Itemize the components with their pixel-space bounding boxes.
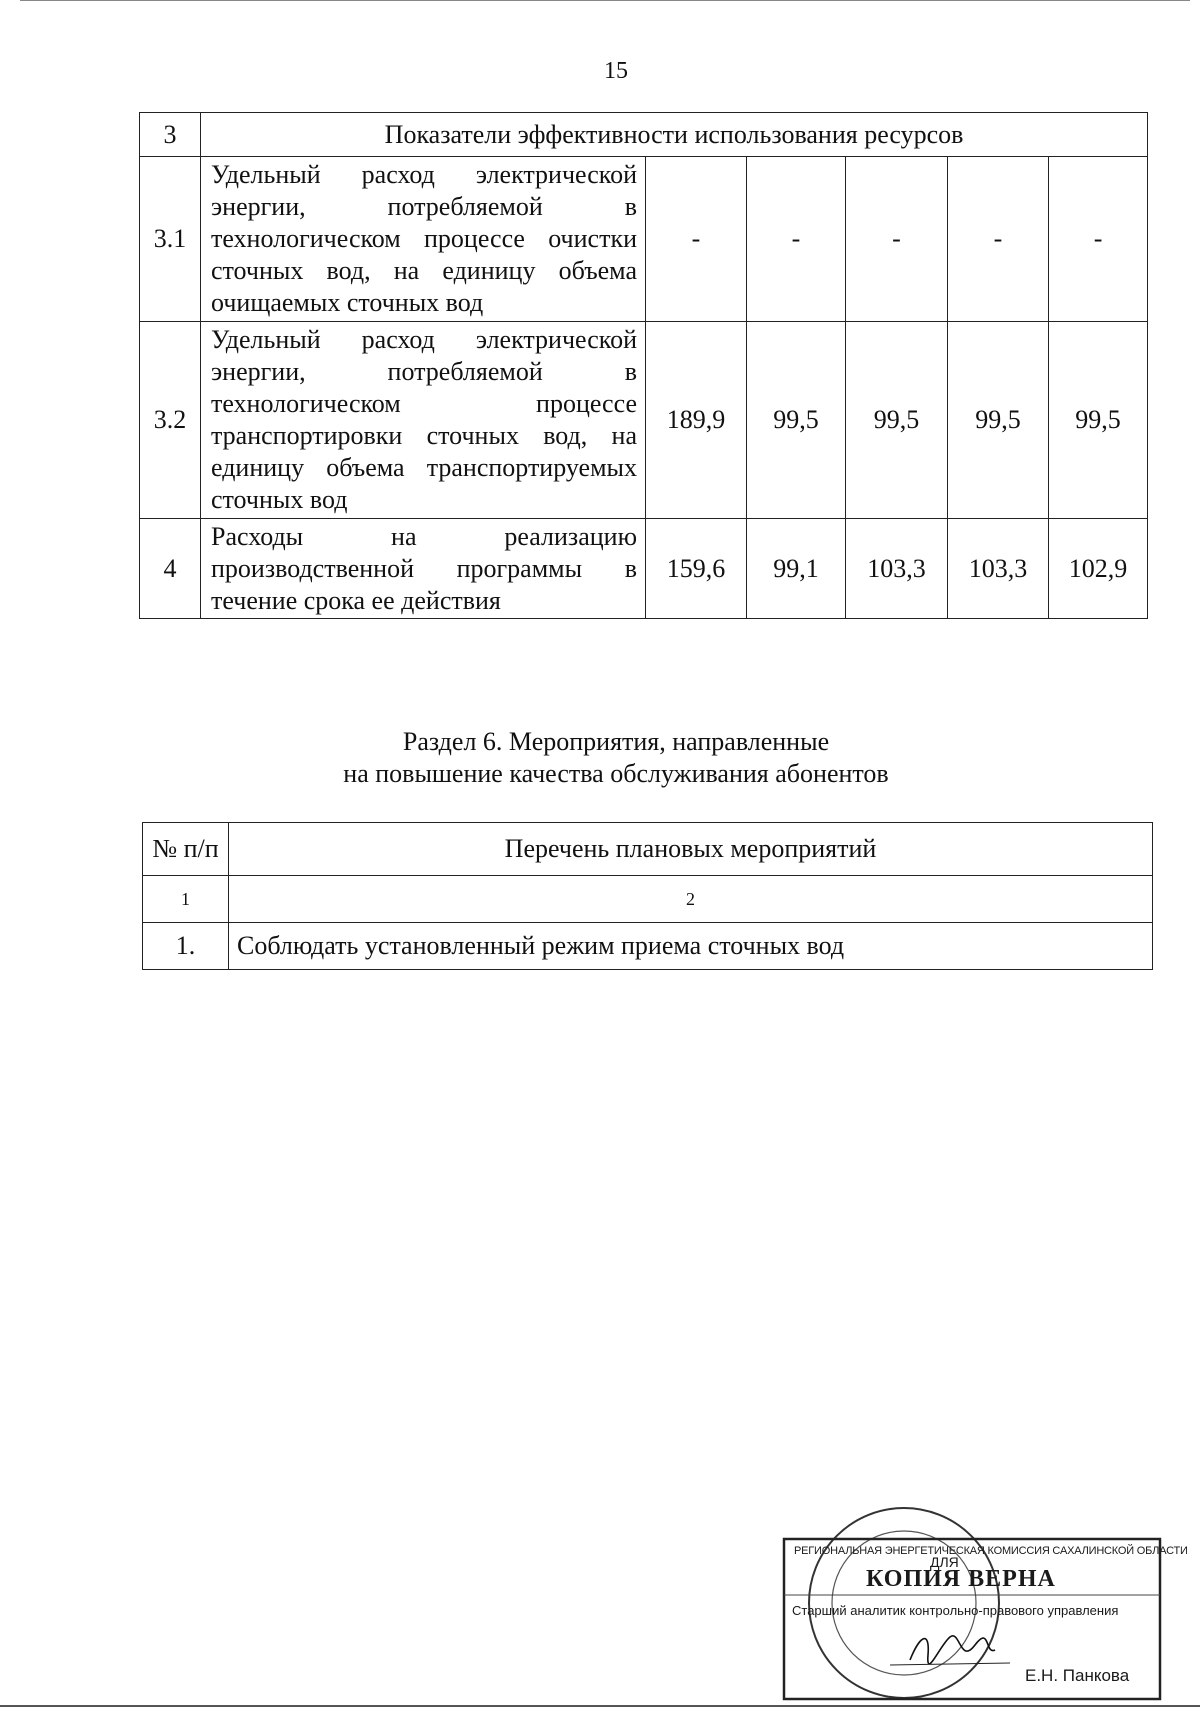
value-cell: 99,5: [1049, 322, 1148, 519]
row-number: 4: [140, 519, 201, 619]
stamp-for: ДЛЯ: [930, 1554, 959, 1570]
row-number: 3.1: [140, 157, 201, 322]
index-col1: 1: [143, 876, 229, 923]
value-cell: -: [846, 157, 948, 322]
stamp-position: Старший аналитик контрольно-правового управления: [792, 1603, 1119, 1618]
value-cell: -: [948, 157, 1049, 322]
section-number: 3: [140, 113, 201, 157]
stamp-organization: РЕГИОНАЛЬНАЯ ЭНЕРГЕТИЧЕСКАЯ КОМИССИЯ САХАЛИНСКОЙ ОБЛАСТИ: [794, 1545, 1188, 1557]
value-cell: 159,6: [646, 519, 747, 619]
section-heading: [0, 726, 1200, 790]
row-number: 3.2: [140, 322, 201, 519]
stamp-name: Е.Н. Панкова: [1025, 1666, 1130, 1685]
scan-border-bottom: [0, 1705, 1200, 1707]
section-heading-line1: Раздел 6. Мероприятия, направленные: [402, 727, 830, 756]
table-index-row: [143, 876, 1153, 923]
row-measure: Соблюдать установленный режим приема сточных вод: [229, 923, 1153, 970]
row-description: Удельный расход электрической энергии, потребляемой в технологическом процессе очистки сточных вод, на единицу объема очищаемых сточных вод: [201, 157, 646, 322]
row-number: 1.: [143, 923, 229, 970]
value-cell: 103,3: [846, 519, 948, 619]
value-cell: -: [1049, 157, 1148, 322]
value-cell: 99,1: [747, 519, 846, 619]
table-header-row: [143, 823, 1153, 876]
value-cell: 99,5: [747, 322, 846, 519]
measures-table: [142, 822, 1153, 970]
indicators-table: [139, 112, 1148, 619]
table-row: [140, 519, 1148, 619]
header-number: № п/п: [143, 823, 229, 876]
value-cell: 99,5: [948, 322, 1049, 519]
value-cell: -: [646, 157, 747, 322]
value-cell: 99,5: [846, 322, 948, 519]
value-cell: -: [747, 157, 846, 322]
page-number: 15: [604, 58, 628, 84]
scan-border-top: [20, 0, 1190, 1]
section-title: Показатели эффективности использования ресурсов: [201, 113, 1148, 157]
section-heading-line2: на повышение качества обслуживания абонентов: [343, 759, 889, 788]
table-row: [143, 923, 1153, 970]
stamp-copy-certified: КОПИЯ ВЕРНА: [866, 1566, 1056, 1592]
index-col2: 2: [229, 876, 1153, 923]
value-cell: 102,9: [1049, 519, 1148, 619]
table-section-row: [140, 113, 1148, 157]
value-cell: 103,3: [948, 519, 1049, 619]
header-list: Перечень плановых мероприятий: [229, 823, 1153, 876]
table-row: [140, 322, 1148, 519]
value-cell: 189,9: [646, 322, 747, 519]
table-row: [140, 157, 1148, 322]
row-description: Расходы на реализацию производственной программы в течение срока ее действия: [201, 519, 646, 619]
certification-stamp: [780, 1495, 1188, 1705]
row-description: Удельный расход электрической энергии, потребляемой в технологическом процессе транспортировки сточных вод, на единицу объема транспортируемых сточных вод: [201, 322, 646, 519]
